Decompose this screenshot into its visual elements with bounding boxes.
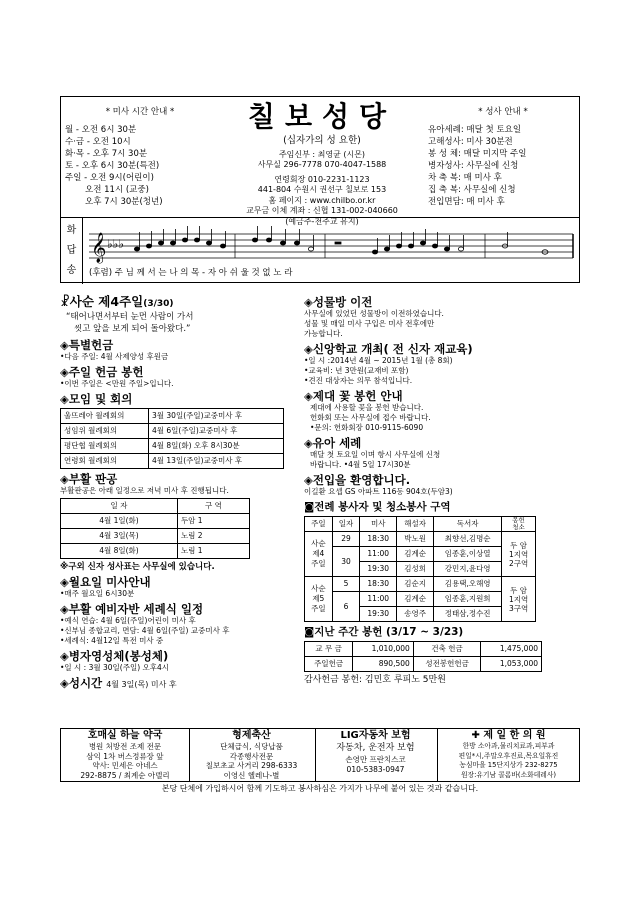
section-text: 가능합니다. bbox=[304, 329, 343, 338]
section-text: 성물 및 매일 미사 구입은 미사 전후에만 bbox=[304, 319, 435, 328]
left-column bbox=[60, 292, 298, 692]
church-patron: (십자가의 성 요한) bbox=[283, 135, 361, 146]
table-row: 교 무 금 1,010,000 건축 헌금 1,475,000 bbox=[305, 642, 542, 657]
offering-table bbox=[304, 641, 542, 672]
table-header: 일 자 구 역 bbox=[61, 499, 250, 514]
section-text: •견진 대상자는 의무 참석입니다. bbox=[304, 376, 413, 385]
table-row: 6 11:00 김계순 임종훈,지원희 bbox=[305, 592, 536, 607]
key-signature: ♭♭♭ bbox=[107, 237, 124, 251]
section-text: •이번 주일은 <만원 주일>입니다. bbox=[60, 379, 174, 388]
psalm-lyrics: (후렴) 주 님 께 서 는 나 의 목 - 자 아 쉬 울 것 없 노 라 bbox=[89, 268, 293, 278]
ad-clinic: ✚ 제 일 한 의 원 한방 소아과,물리치료과,피부과 편일*시,주말오후진료,목요일휴진 농심마을 15단지상가 232-8275 원장:유기남 콜롬바(소화데레사) bbox=[437, 729, 579, 781]
sacrament-row: 전입면담: 매 미사 후 bbox=[428, 196, 505, 207]
sunday-title: ☧사순 제4주일(3/30) bbox=[60, 294, 174, 309]
section-text: •예식 연습: 4월 6일(주일)어린이 미사 후 bbox=[60, 616, 196, 625]
chi-rho-icon: ☧ bbox=[60, 294, 70, 309]
section-title: ◈성물방 이전 bbox=[304, 295, 373, 309]
section-title: ◈유아 세례 bbox=[304, 436, 362, 450]
section-text: 이길환 요셉 GS 아파트 116동 904호(두암3) bbox=[304, 487, 453, 496]
table-row: 4월 1일(화) 두암 1 bbox=[61, 514, 250, 529]
section-text: •매주 월요일 6시30분 bbox=[60, 589, 135, 598]
sacrament-row: 병자성사: 사무실에 신청 bbox=[428, 160, 519, 171]
account: 교무금 이체 계좌 : 신협 131-002-040660 bbox=[246, 206, 398, 216]
ad-pharmacy: 호매실 하늘 약국 병원 처방전 조제 전문 삼익 1차 버스정류장 앞 약사: 민세은 아네스 292-8875 / 최계순 아델리 bbox=[80, 730, 170, 780]
box-icon: ◙ bbox=[304, 501, 315, 513]
section-title: ◈부활 판공 bbox=[60, 472, 118, 486]
section-title: ◈주일 헌금 봉헌 bbox=[60, 365, 144, 379]
table-row: 30 11:00 김계순 임종훈,이상열 bbox=[305, 547, 536, 562]
section-text: •다음 주일: 4월 사제양성 후원금 bbox=[60, 352, 169, 361]
sacrament-title: * 성사 안내 * bbox=[478, 107, 528, 117]
easter-note: ※구외 신자 성사표는 사무실에 있습니다. bbox=[60, 562, 215, 572]
ads-bar bbox=[60, 728, 580, 782]
sacrament-row: 차 축 복: 매 미사 후 bbox=[428, 172, 502, 183]
pastor: 주임신부 : 최영균 (시몬) bbox=[278, 149, 366, 159]
section-text: •세례식: 4월12일 특전 미사 중 bbox=[60, 636, 164, 645]
sacrament-row: 고해성사: 미사 30분전 bbox=[428, 136, 513, 147]
section-text: 헌화회 또는 사무실에 접수 바랍니다. bbox=[310, 413, 431, 422]
psalm-label: 화 답 송 bbox=[61, 218, 83, 284]
church-info bbox=[219, 101, 425, 227]
sacrament-row: 봉 성 체: 매달 미지막 주일 bbox=[428, 148, 527, 159]
table-row: 사순 제4 주일 29 18:30 박노원 최향선,김명순 두 암 1지역 2구역 bbox=[305, 532, 536, 547]
meetings-table bbox=[60, 408, 284, 469]
section-title: ◈전입을 환영합니다. bbox=[304, 473, 411, 487]
mass-row: 오전 11시 (교중) bbox=[85, 184, 149, 195]
mass-row: 오후 7시 30분(청년) bbox=[85, 196, 163, 207]
table-row: 19:30 송영주 정태삼,정수진 bbox=[305, 607, 536, 622]
table-row: 4월 8일(화) 노림 1 bbox=[61, 544, 250, 559]
section-text: •신부님 종합교리, 면담: 4월 6일(주일) 교중미사 후 bbox=[60, 626, 230, 635]
table-row: 울뜨레아 월례회의 3월 30일(주일)교중미사 후 bbox=[61, 409, 284, 424]
section-text: •교육비: 년 3만원(교재비 포함) bbox=[304, 366, 409, 375]
church-name: 칠보성당 bbox=[247, 100, 397, 133]
right-column bbox=[304, 292, 580, 685]
bulletin-header bbox=[60, 96, 580, 283]
sacrament-row: 집 축 복: 사무실에 신청 bbox=[428, 184, 516, 195]
mass-row: 수·금 - 오전 10시 bbox=[65, 136, 131, 147]
section-text: •일 시 :2014년 4월 ~ 2015년 1월 (총 8회) bbox=[304, 356, 453, 365]
section-title: ◈모임 및 회의 bbox=[60, 392, 133, 406]
section-title: ◈부활 예비자반 세례식 일정 bbox=[60, 602, 204, 616]
account-holder: (예금주-천주교 유지) bbox=[285, 216, 359, 226]
section-text: 사무실에 있었던 성물방이 이전하였습니다. bbox=[304, 309, 444, 318]
section-text: 매달 첫 토요일 이며 항시 사무실에 신청 bbox=[310, 450, 441, 459]
table-row: 19:30 김성희 강민지,윤다영 bbox=[305, 562, 536, 577]
chair-phone: 연령회장 010-2231-1123 bbox=[274, 174, 370, 184]
mass-schedule bbox=[65, 107, 215, 208]
table-row: 연령회 월례회의 4월 13일(주일)교중미사 후 bbox=[61, 454, 284, 469]
table-header: 주일 일자 미사 해설자 독서자 봉헌 청소 bbox=[305, 517, 536, 532]
mass-row: 주일 - 오전 9시(어린이) bbox=[65, 172, 154, 183]
easter-table bbox=[60, 498, 250, 559]
mass-row: 화·목 - 오후 7시 30분 bbox=[65, 148, 148, 159]
section-title: ◙지난 주간 봉헌 (3/17 ~ 3/23) bbox=[304, 626, 464, 638]
sacrament-info bbox=[428, 107, 578, 208]
section-text: 제대에 사용할 꽃을 봉헌 받습니다. bbox=[310, 403, 424, 412]
gospel-quote: “태어나면서부터 눈먼 사람이 가서 bbox=[66, 312, 194, 322]
music-staff bbox=[85, 220, 575, 268]
responsorial-psalm bbox=[61, 217, 579, 283]
section-title: ◈월요일 미사안내 bbox=[60, 575, 151, 589]
service-table bbox=[304, 516, 536, 622]
section-title: ◈병자영성체(봉성체) bbox=[60, 649, 169, 663]
address: 441-804 수원시 권선구 칠보로 153 bbox=[257, 185, 387, 195]
homepage: 홈 페이지 : www.chilbo.or.kr bbox=[268, 195, 376, 205]
gospel-quote: 씻고 앞을 보게 되어 돌아왔다.” bbox=[74, 324, 191, 334]
section-text: •일 시 : 3월 30일(주일) 오후4시 bbox=[60, 663, 170, 672]
section-text: 바랍니다. •4월 5일 17시30분 bbox=[310, 460, 411, 469]
section-text: •문의: 헌화회장 010-9115-6090 bbox=[310, 423, 424, 432]
ad-butcher: 형제축산 단체급식, 식당납품 각종행사전문 칠보초교 사거리 298-6333 이영신 헬레나-별 bbox=[189, 729, 313, 781]
table-row: 성임위 월례회의 4월 6일(주일)교중미사 후 bbox=[61, 424, 284, 439]
box-icon: ◙ bbox=[304, 626, 315, 638]
table-row: 평단협 월례회의 4월 8일(화) 오후 8시30분 bbox=[61, 439, 284, 454]
thanks-offering: 감사헌금 봉헌: 김민호 루피노 5만원 bbox=[304, 675, 446, 685]
mass-schedule-title: * 미사 시간 안내 * bbox=[105, 107, 175, 117]
section-title: ◈성시간 4월 3일(목) 미사 후 bbox=[60, 676, 177, 690]
section-title: ◈특별헌금 bbox=[60, 338, 114, 352]
table-row: 주일헌금 890,500 성전봉헌헌금 1,053,000 bbox=[305, 657, 542, 672]
mass-row: 월 - 오전 6시 30분 bbox=[65, 124, 137, 135]
section-text: 부활판공은 아래 일정으로 저녁 미사 후 진행됩니다. bbox=[60, 486, 229, 495]
section-title: ◙전례 봉사자 및 청소봉사 구역 bbox=[304, 501, 451, 513]
treble-clef: 𝄞 bbox=[91, 233, 107, 263]
footer-text: 본당 단체에 가입하시어 함께 기도하고 봉사하심은 가지가 나무에 붙어 있는 것과 같습니다. bbox=[161, 784, 479, 793]
office-phone: 사무실 296-7778 070-4047-1588 bbox=[257, 160, 387, 170]
sacrament-row: 유아세례: 매달 첫 토요일 bbox=[428, 124, 522, 135]
ad-insurance: LIG자동차 보험 자동차, 운전자 보험 손영만 프란치스코 010-5383-0947 bbox=[315, 729, 435, 781]
section-title: ◈신앙학교 개최( 전 신자 재교육) bbox=[304, 342, 473, 356]
table-row: 사순 제5 주일 5 18:30 김순지 김용택,오해영 두 암 1지역 3구역 bbox=[305, 577, 536, 592]
table-row: 4월 3일(목) 노림 2 bbox=[61, 529, 250, 544]
mass-row: 토 - 오후 6시 30분(특전) bbox=[65, 160, 160, 171]
section-title: ◈제대 꽃 봉헌 안내 bbox=[304, 389, 403, 403]
